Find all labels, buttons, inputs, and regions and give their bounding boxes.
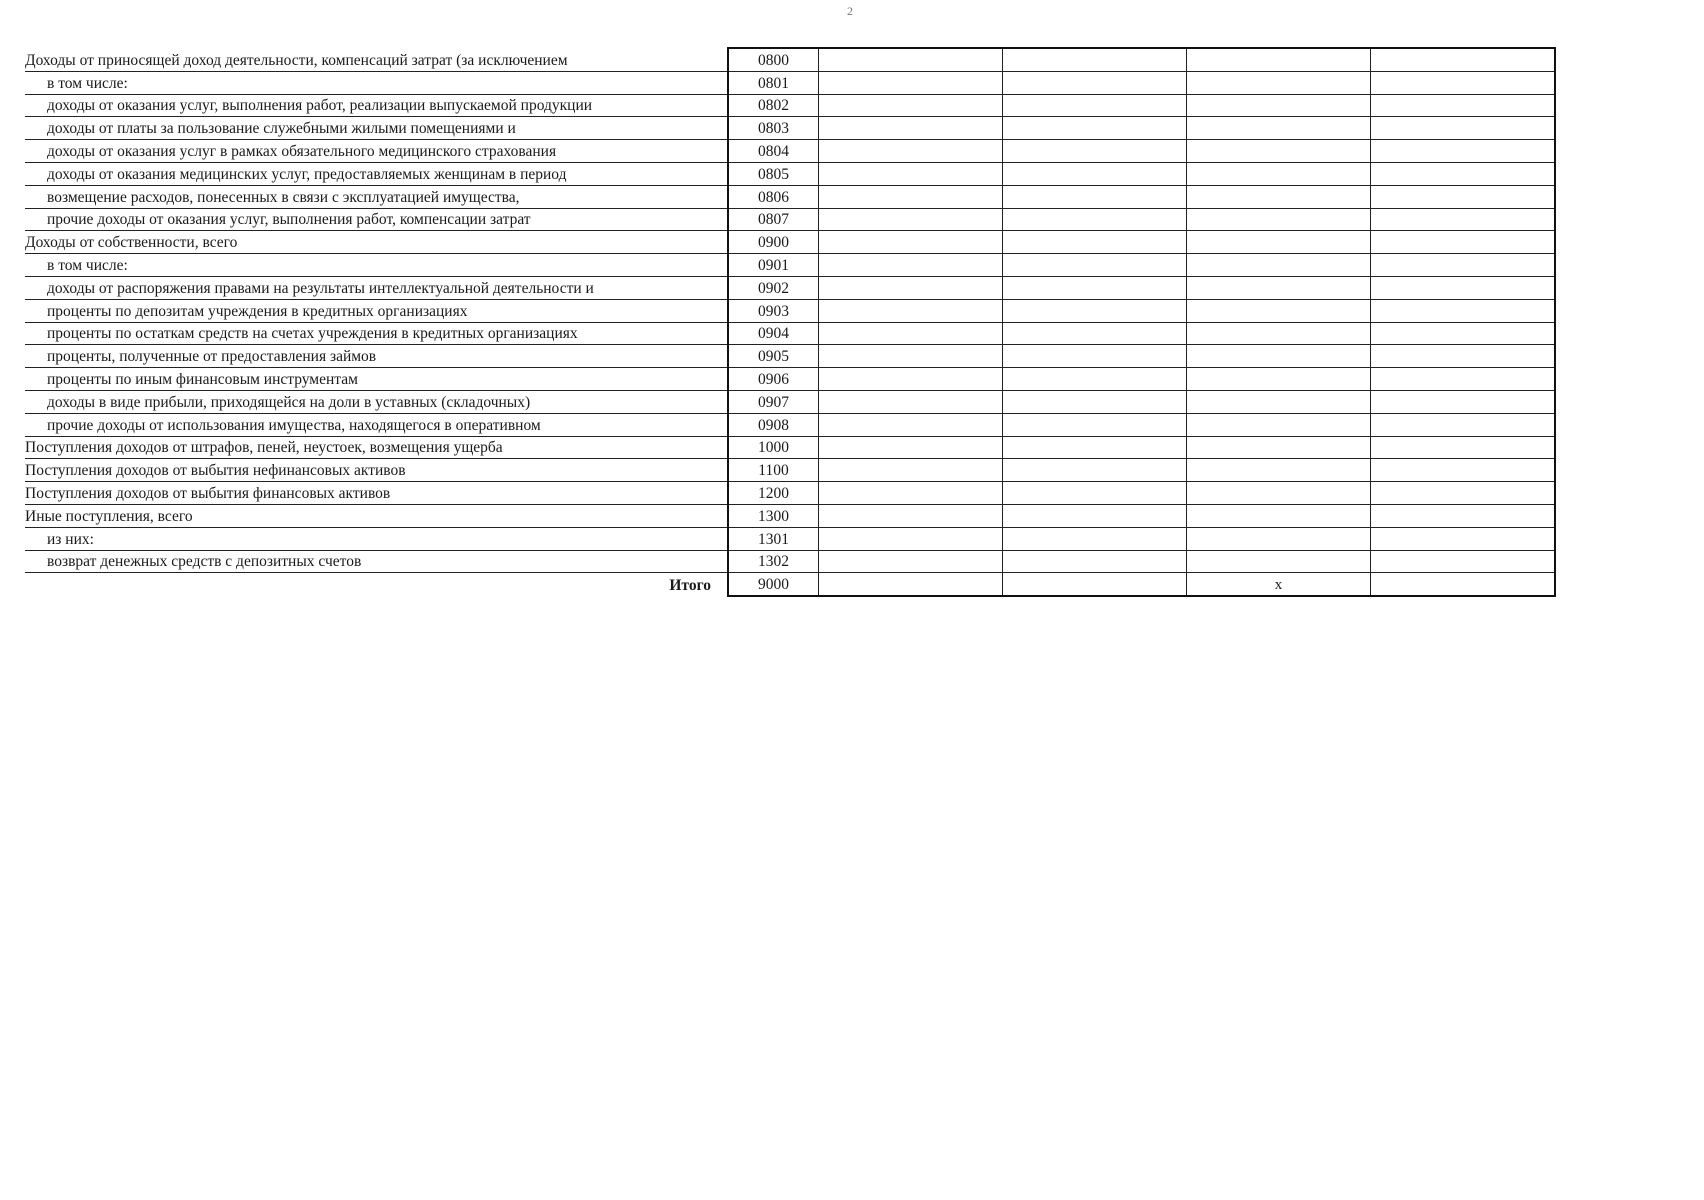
row-label-cell (25, 276, 728, 299)
row-label-cell (25, 208, 728, 231)
row-label: проценты по депозитам учреждения в кредитных организациях (47, 302, 468, 320)
table-row (25, 71, 1555, 94)
table-row (25, 322, 1555, 345)
value-cell-1 (819, 254, 1003, 277)
value-cell-2 (1003, 117, 1187, 140)
value-cell-3 (1187, 208, 1371, 231)
total-value-cell-1 (819, 573, 1003, 596)
row-label-cell (25, 436, 728, 459)
row-code: 0804 (728, 140, 819, 163)
row-label-cell (25, 48, 728, 71)
table-row (25, 368, 1555, 391)
value-cell-3 (1187, 504, 1371, 527)
value-cell-4 (1371, 436, 1556, 459)
value-cell-1 (819, 345, 1003, 368)
value-cell-2 (1003, 345, 1187, 368)
row-code: 0906 (728, 368, 819, 391)
value-cell-3 (1187, 71, 1371, 94)
row-label-cell (25, 368, 728, 391)
value-cell-2 (1003, 231, 1187, 254)
table-row (25, 550, 1555, 573)
value-cell-2 (1003, 299, 1187, 322)
table-row (25, 299, 1555, 322)
value-cell-2 (1003, 140, 1187, 163)
row-label-cell (25, 71, 728, 94)
value-cell-3 (1187, 459, 1371, 482)
value-cell-2 (1003, 527, 1187, 550)
value-cell-4 (1371, 48, 1556, 71)
value-cell-3 (1187, 162, 1371, 185)
value-cell-3 (1187, 94, 1371, 117)
row-label-cell (25, 299, 728, 322)
table-row (25, 94, 1555, 117)
value-cell-1 (819, 94, 1003, 117)
row-label: прочие доходы от использования имущества, находящегося в оперативном (47, 416, 541, 434)
value-cell-4 (1371, 185, 1556, 208)
value-cell-1 (819, 71, 1003, 94)
table-row (25, 254, 1555, 277)
value-cell-2 (1003, 162, 1187, 185)
row-code: 0907 (728, 390, 819, 413)
value-cell-2 (1003, 185, 1187, 208)
value-cell-2 (1003, 48, 1187, 71)
value-cell-3 (1187, 322, 1371, 345)
row-label-cell (25, 140, 728, 163)
row-label-cell (25, 231, 728, 254)
row-code: 0805 (728, 162, 819, 185)
row-code: 1000 (728, 436, 819, 459)
table-row (25, 504, 1555, 527)
value-cell-2 (1003, 504, 1187, 527)
value-cell-3 (1187, 254, 1371, 277)
value-cell-2 (1003, 94, 1187, 117)
row-label: Поступления доходов от выбытия финансовых активов (25, 484, 391, 502)
value-cell-1 (819, 162, 1003, 185)
value-cell-3 (1187, 390, 1371, 413)
row-label: Иные поступления, всего (25, 507, 193, 525)
row-label: возмещение расходов, понесенных в связи с эксплуатацией имущества, (47, 188, 520, 206)
row-label: доходы от оказания медицинских услуг, предоставляемых женщинам в период (47, 165, 567, 183)
value-cell-2 (1003, 390, 1187, 413)
value-cell-4 (1371, 345, 1556, 368)
row-label: проценты по иным финансовым инструментам (47, 370, 358, 388)
row-code: 0902 (728, 276, 819, 299)
row-label-cell (25, 527, 728, 550)
total-label: Итого (669, 577, 711, 595)
row-code: 0905 (728, 345, 819, 368)
table-row (25, 48, 1555, 71)
value-cell-1 (819, 185, 1003, 208)
table-row (25, 140, 1555, 163)
value-cell-4 (1371, 71, 1556, 94)
row-label-cell (25, 413, 728, 436)
table-row (25, 390, 1555, 413)
row-code: 0904 (728, 322, 819, 345)
value-cell-4 (1371, 140, 1556, 163)
value-cell-1 (819, 322, 1003, 345)
table-row (25, 436, 1555, 459)
row-code: 0801 (728, 71, 819, 94)
table-row (25, 527, 1555, 550)
table-row (25, 459, 1555, 482)
value-cell-2 (1003, 368, 1187, 391)
row-code: 1300 (728, 504, 819, 527)
row-label: проценты по остаткам средств на счетах учреждения в кредитных организациях (47, 325, 578, 343)
value-cell-4 (1371, 390, 1556, 413)
row-code: 1302 (728, 550, 819, 573)
value-cell-4 (1371, 482, 1556, 505)
value-cell-2 (1003, 322, 1187, 345)
value-cell-4 (1371, 94, 1556, 117)
value-cell-3 (1187, 299, 1371, 322)
value-cell-1 (819, 368, 1003, 391)
value-cell-4 (1371, 276, 1556, 299)
value-cell-1 (819, 48, 1003, 71)
value-cell-1 (819, 140, 1003, 163)
row-label-cell (25, 162, 728, 185)
total-value-cell-3 (1187, 573, 1371, 596)
table-row (25, 276, 1555, 299)
row-label-cell (25, 322, 728, 345)
row-code: 0802 (728, 94, 819, 117)
row-label: доходы от распоряжения правами на результаты интеллектуальной деятельности и (47, 279, 594, 297)
row-label: прочие доходы от оказания услуг, выполнения работ, компенсации затрат (47, 211, 531, 229)
value-cell-1 (819, 413, 1003, 436)
value-cell-1 (819, 390, 1003, 413)
value-cell-4 (1371, 117, 1556, 140)
value-cell-4 (1371, 459, 1556, 482)
table-row (25, 231, 1555, 254)
value-cell-4 (1371, 254, 1556, 277)
row-label-cell (25, 94, 728, 117)
value-cell-4 (1371, 368, 1556, 391)
table-row (25, 185, 1555, 208)
row-label-cell (25, 550, 728, 573)
value-cell-2 (1003, 413, 1187, 436)
value-cell-2 (1003, 482, 1187, 505)
value-cell-3 (1187, 345, 1371, 368)
report-table-body (25, 48, 1555, 596)
row-code: 1100 (728, 459, 819, 482)
row-label-cell (25, 482, 728, 505)
table-row (25, 345, 1555, 368)
value-cell-3 (1187, 185, 1371, 208)
row-label: проценты, полученные от предоставления займов (47, 348, 377, 366)
value-cell-2 (1003, 208, 1187, 231)
total-value-cell-4 (1371, 573, 1556, 596)
value-cell-3 (1187, 527, 1371, 550)
row-label: возврат денежных средств с депозитных счетов (47, 553, 362, 571)
row-label-cell (25, 459, 728, 482)
row-label: Доходы от собственности, всего (25, 234, 238, 252)
value-cell-3 (1187, 368, 1371, 391)
row-code: 0807 (728, 208, 819, 231)
value-cell-3 (1187, 413, 1371, 436)
value-cell-1 (819, 550, 1003, 573)
value-cell-1 (819, 117, 1003, 140)
value-cell-1 (819, 482, 1003, 505)
value-cell-4 (1371, 208, 1556, 231)
table-row (25, 413, 1555, 436)
row-label: Поступления доходов от штрафов, пеней, неустоек, возмещения ущерба (25, 439, 503, 457)
value-cell-3 (1187, 550, 1371, 573)
income-report-table (25, 47, 1556, 597)
total-row (25, 573, 1555, 596)
value-cell-4 (1371, 504, 1556, 527)
row-label-cell (25, 185, 728, 208)
page-number: 2 (847, 4, 853, 18)
row-label-cell (25, 390, 728, 413)
row-code: 0900 (728, 231, 819, 254)
value-cell-2 (1003, 459, 1187, 482)
value-cell-3 (1187, 436, 1371, 459)
value-cell-1 (819, 436, 1003, 459)
value-cell-4 (1371, 413, 1556, 436)
row-code: 0803 (728, 117, 819, 140)
row-label-cell (25, 254, 728, 277)
value-cell-1 (819, 504, 1003, 527)
row-label: доходы от оказания услуг, выполнения работ, реализации выпускаемой продукции (47, 97, 593, 115)
value-cell-4 (1371, 162, 1556, 185)
value-cell-1 (819, 276, 1003, 299)
row-code: 0903 (728, 299, 819, 322)
row-label: из них: (47, 530, 94, 548)
value-cell-2 (1003, 436, 1187, 459)
table-row (25, 208, 1555, 231)
row-label-cell (25, 117, 728, 140)
row-code: 0908 (728, 413, 819, 436)
row-code: 0901 (728, 254, 819, 277)
value-cell-4 (1371, 299, 1556, 322)
table-row (25, 162, 1555, 185)
table-row (25, 117, 1555, 140)
total-code: 9000 (728, 573, 819, 596)
row-label-cell (25, 504, 728, 527)
value-cell-2 (1003, 254, 1187, 277)
row-code: 0806 (728, 185, 819, 208)
value-cell-2 (1003, 550, 1187, 573)
value-cell-1 (819, 527, 1003, 550)
row-label: Доходы от приносящей доход деятельности, компенсаций затрат (за исключением (25, 51, 568, 69)
row-code: 1200 (728, 482, 819, 505)
value-cell-4 (1371, 527, 1556, 550)
row-label: доходы от оказания услуг в рамках обязательного медицинского страхования (47, 142, 557, 160)
value-cell-4 (1371, 550, 1556, 573)
value-cell-1 (819, 299, 1003, 322)
value-cell-3 (1187, 140, 1371, 163)
value-cell-2 (1003, 71, 1187, 94)
row-label: в том числе: (47, 74, 128, 92)
value-cell-2 (1003, 276, 1187, 299)
row-label-cell (25, 345, 728, 368)
row-label: в том числе: (47, 256, 128, 274)
row-code: 1301 (728, 527, 819, 550)
not-applicable-mark: x (1274, 577, 1283, 594)
value-cell-3 (1187, 482, 1371, 505)
value-cell-3 (1187, 231, 1371, 254)
value-cell-4 (1371, 322, 1556, 345)
value-cell-1 (819, 208, 1003, 231)
row-label: доходы в виде прибыли, приходящейся на доли в уставных (складочных) (47, 393, 531, 411)
row-code: 0800 (728, 48, 819, 71)
value-cell-3 (1187, 48, 1371, 71)
row-label: Поступления доходов от выбытия нефинансовых активов (25, 462, 406, 480)
value-cell-3 (1187, 117, 1371, 140)
row-label: доходы от платы за пользование служебными жилыми помещениями и (47, 120, 516, 138)
value-cell-3 (1187, 276, 1371, 299)
value-cell-1 (819, 459, 1003, 482)
total-label-cell (25, 573, 728, 596)
value-cell-4 (1371, 231, 1556, 254)
total-value-cell-2 (1003, 573, 1187, 596)
table-row (25, 482, 1555, 505)
value-cell-1 (819, 231, 1003, 254)
